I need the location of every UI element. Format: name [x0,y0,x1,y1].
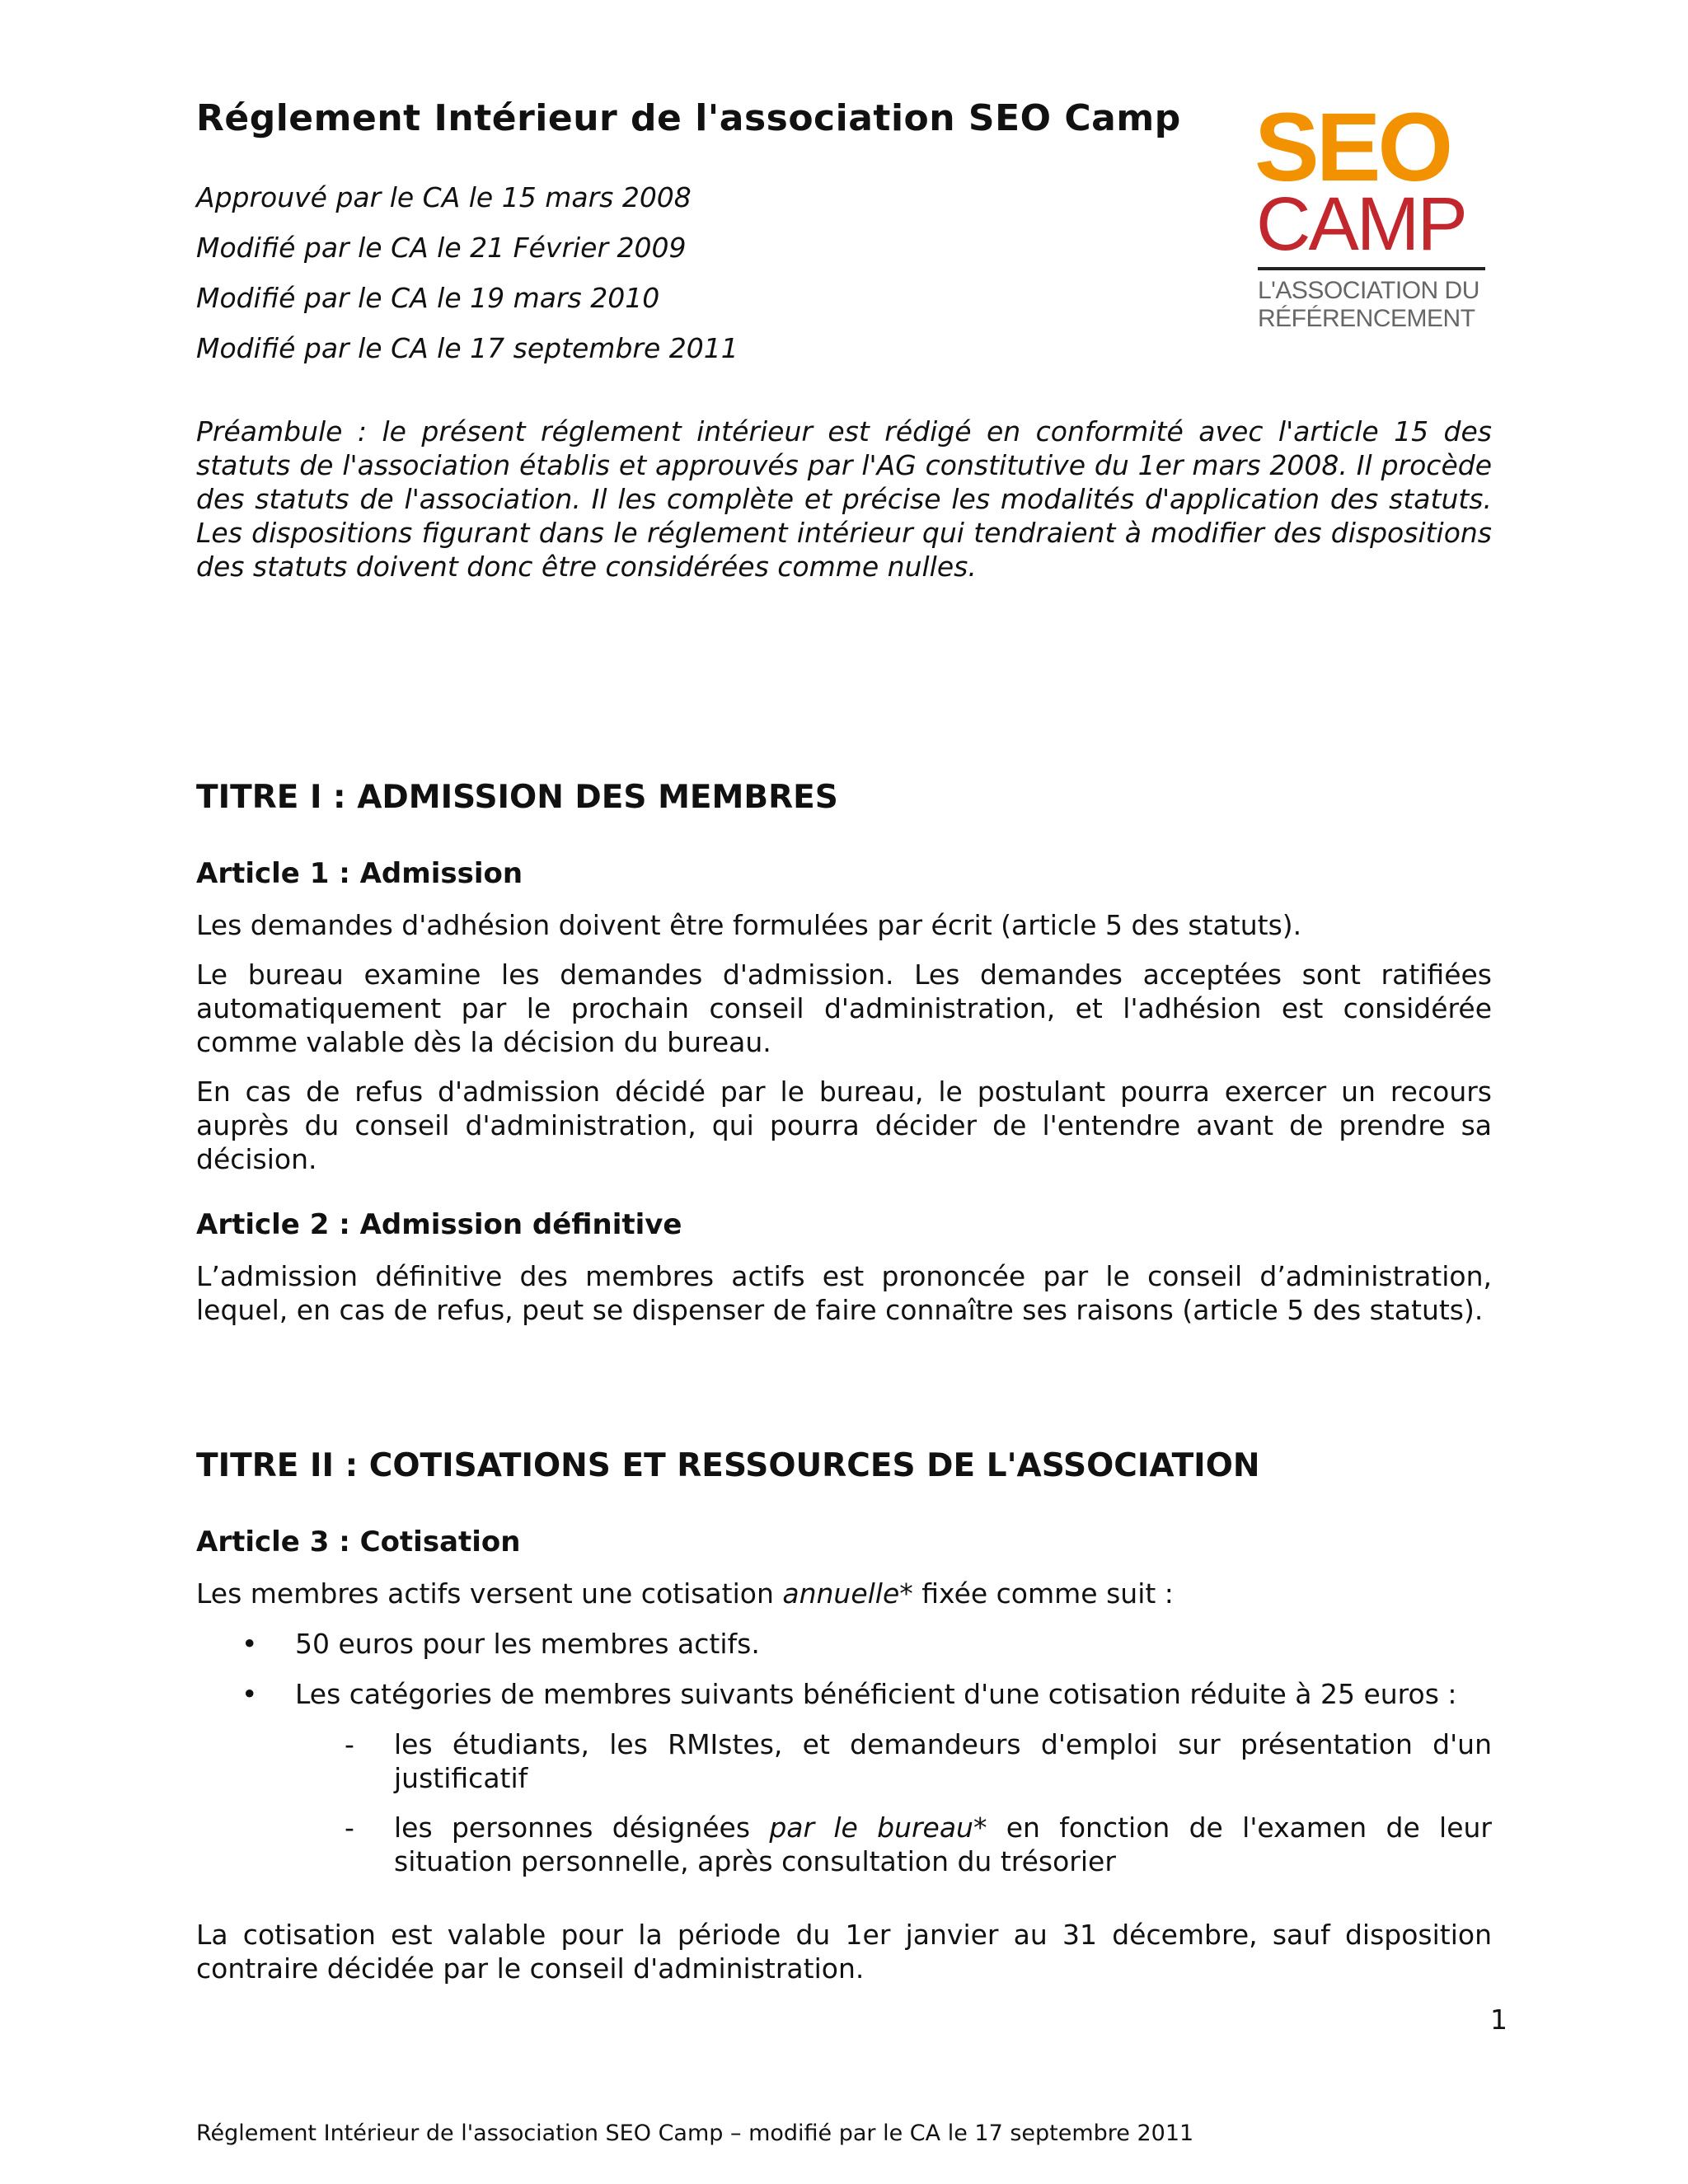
page-number: 1 [1490,2004,1507,2036]
list-item-text: Les catégories de membres suivants bénéficient d'une cotisation réduite à 25 euros : [295,1678,1457,1710]
approval-line: Modifié par le CA le 17 septembre 2011 [196,332,738,364]
article-3-intro [196,1577,1492,1610]
sub-list-item-text: les étudiants, les RMIstes, et demandeurs d'emploi sur présentation d'un justificatif [394,1728,1492,1794]
seo-camp-logo [1253,93,1492,336]
sub-list-text: en fonction de l'examen de leur situation personnelle, après consultation du trésorier [394,1811,1492,1877]
approval-line: Modifié par le CA le 21 Février 2009 [196,232,687,264]
section-heading-titre-2: TITRE II : COTISATIONS ET RESSOURCES DE L'ASSOCIATION [196,1447,1260,1484]
intro-italic-text: annuelle* [782,1577,913,1610]
preamble: Préambule : le présent réglement intérieur est rédigé en conformité avec l'article 15 des statuts de l'association établis et approuvés par l'AG constitutive du 1er mars 2008. Il procède des statuts de l'association. Il les complète et précise les modalités d'application des statuts. Les dispositions figurant dans le réglement intérieur qui tendraient à modifier des dispositions des statuts doivent donc être considérées comme nulles. [196,415,1492,583]
article-1-paragraph: Les demandes d'adhésion doivent être formulées par écrit (article 5 des statuts). [196,909,1302,941]
dash-icon: - [345,1728,354,1760]
article-heading-1: Article 1 : Admission [196,857,523,890]
sub-list-item-text [394,1811,1492,1878]
list-item-text: 50 euros pour les membres actifs. [295,1628,760,1660]
logo-divider [1258,267,1485,270]
article-heading-3: Article 3 : Cotisation [196,1526,521,1558]
logo-tagline [1258,277,1479,333]
document-title: Réglement Intérieur de l'association SEO Camp [196,97,1181,139]
approval-line: Approuvé par le CA le 15 mars 2008 [196,181,692,213]
sub-list-text: les personnes désignées [394,1811,770,1844]
logo-seo-text: SEO [1254,93,1451,202]
article-1-paragraph: En cas de refus d'admission décidé par le bureau, le postulant pourra exercer un recours auprès du conseil d'administration, qui pourra décider de l'entendre avant de prendre sa décision. [196,1076,1492,1175]
intro-text: Les membres actifs versent une cotisation [196,1577,783,1610]
article-3-closing: La cotisation est valable pour la période du 1er janvier au 31 décembre, sauf disposition contraire décidée par le conseil d'administration. [196,1919,1492,1985]
logo-tagline-line: RÉFÉRENCEMENT [1258,305,1475,332]
approval-history [196,177,738,378]
article-1-paragraph: Le bureau examine les demandes d'admission. Les demandes acceptées sont ratifiées automatiquement par le prochain conseil d'administration, et l'adhésion est considérée comme valable dès la décision du bureau. [196,958,1492,1058]
page-footer: Réglement Intérieur de l'association SEO Camp – modifié par le CA le 17 septembre 2011 [196,2121,1194,2146]
bullet-icon: • [241,1678,258,1710]
logo-camp-text: CAMP [1256,182,1465,266]
bullet-icon: • [241,1628,258,1660]
approval-line: Modifié par le CA le 19 mars 2010 [196,282,660,314]
dash-icon: - [345,1811,354,1844]
article-heading-2: Article 2 : Admission définitive [196,1208,682,1241]
section-heading-titre-1: TITRE I : ADMISSION DES MEMBRES [196,779,838,816]
logo-tagline-line: L'ASSOCIATION DU [1258,277,1479,304]
sub-list-italic-text: par le bureau* [769,1811,987,1844]
article-2-paragraph: L’admission définitive des membres actifs est prononcée par le conseil d’administration, lequel, en cas de refus, peut se dispenser de faire connaître ses raisons (article 5 des statuts). [196,1260,1492,1326]
intro-text: fixée comme suit : [912,1577,1174,1610]
